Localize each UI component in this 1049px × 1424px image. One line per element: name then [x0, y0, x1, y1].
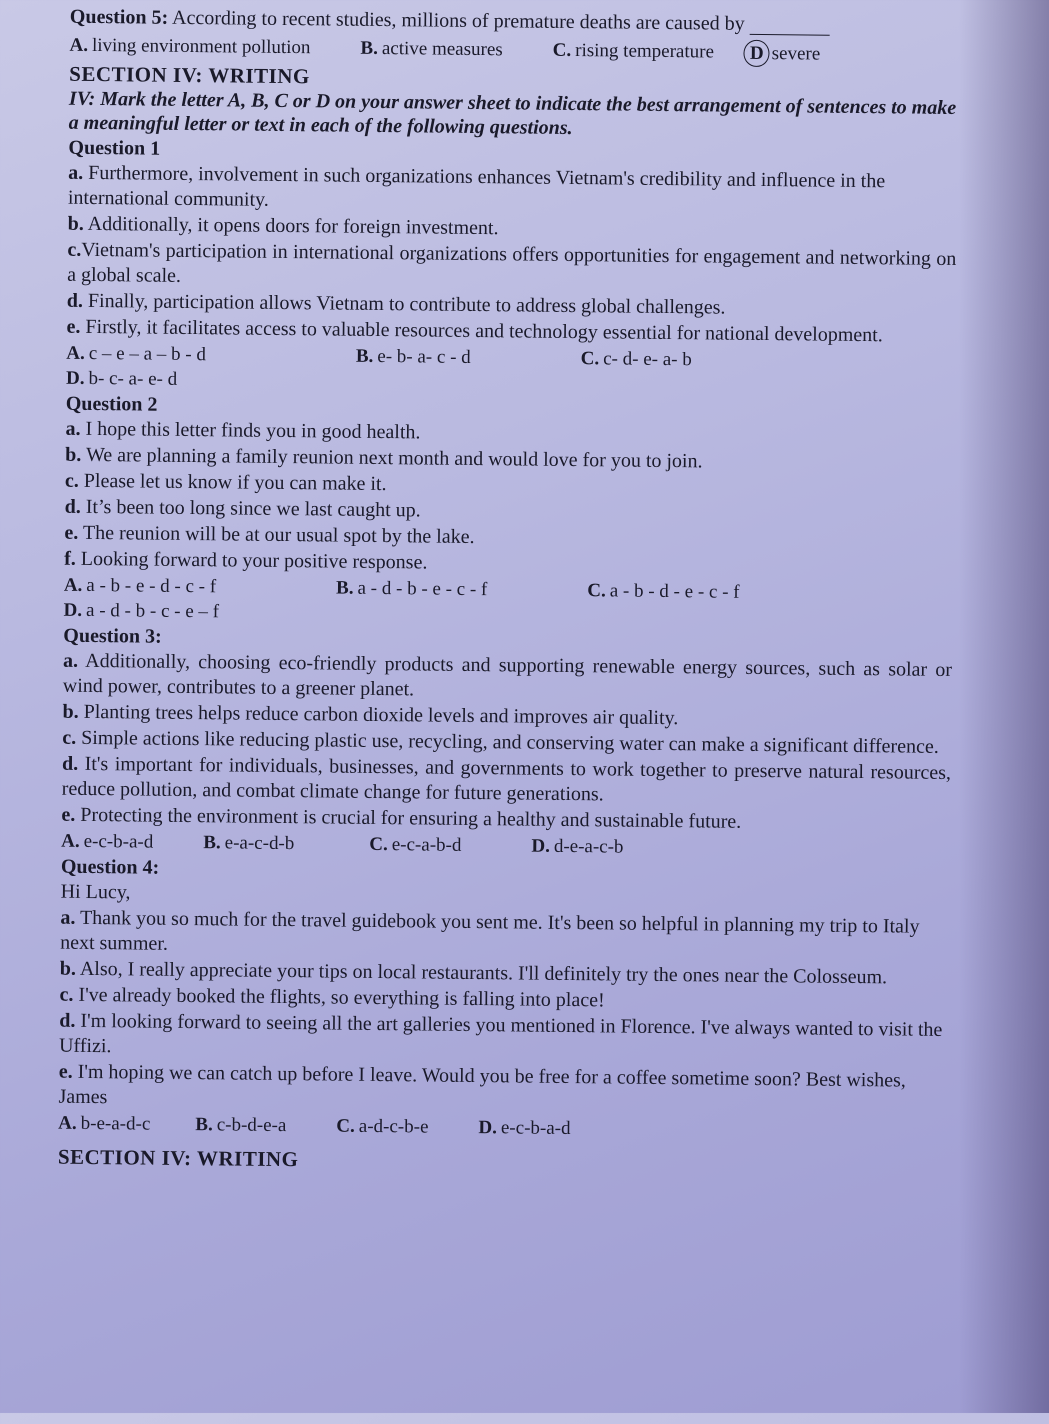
- list-item: a. I hope this letter finds you in good health.: [65, 417, 421, 444]
- question-1-items: [66, 161, 957, 349]
- q4-option-a[interactable]: A. b-e-a-d-c: [58, 1112, 151, 1135]
- list-item: e. Protecting the environment is crucial for ensuring a healthy and sustainable future.: [61, 803, 742, 833]
- q3-option-d[interactable]: D. d-e-a-c-b: [531, 835, 624, 858]
- list-item: e. Firstly, it facilitates access to valuable resources and technology essential for national development.: [66, 315, 883, 347]
- instructions: IV: Mark the letter A, B, C or D on your answer sheet to indicate the best arrangement of sentences to make a meaningful letter or text in each of the following questions.: [68, 87, 957, 140]
- q5-option-c[interactable]: C. rising temperature: [552, 39, 715, 63]
- q3-option-a[interactable]: A. e-c-b-a-d: [61, 830, 154, 853]
- question-2-options: [63, 573, 952, 632]
- list-item: c. I've already booked the flights, so everything is falling into place!: [59, 983, 605, 1012]
- list-item: b. We are planning a family reunion next month and would love for you to join.: [65, 443, 703, 473]
- q5-option-d[interactable]: D severe: [744, 40, 821, 68]
- q5-option-a[interactable]: A. living environment pollution: [69, 34, 311, 59]
- question-5: [70, 5, 959, 38]
- q2-option-d[interactable]: D. a - d - b - c - e – f: [63, 599, 220, 623]
- q1-option-d[interactable]: D. b- c- a- e- d: [65, 367, 178, 390]
- q2-option-c[interactable]: C. a - b - d - e - c - f: [587, 580, 740, 603]
- list-item: a. Furthermore, involvement in such organizations enhances Vietnam's credibility and influence in the international community.: [67, 161, 886, 211]
- list-item: a. Additionally, choosing eco-friendly products and supporting renewable energy sources, such as solar or wind power, contributes to a greener planet.: [62, 649, 953, 701]
- list-item: c.Vietnam's participation in international organizations offers opportunities for engagement and networking on a global scale.: [67, 238, 957, 287]
- q4-option-c[interactable]: C. a-d-c-b-e: [336, 1115, 429, 1138]
- letter-greeting: Hi Lucy,: [60, 880, 131, 904]
- list-item: d. Finally, participation allows Vietnam to contribute to address global challenges.: [66, 289, 726, 319]
- list-item: d. It's important for individuals, businesses, and governments to work together to preserve natural resources, reduce pollution, and combat climate change for future generations.: [61, 752, 952, 806]
- question-4-head: Question 4:: [60, 855, 160, 879]
- list-item: b. Planting trees helps reduce carbon dioxide levels and improves air quality.: [62, 700, 679, 730]
- question-3-items: [61, 649, 952, 837]
- list-item: c. Please let us know if you can make it.: [64, 469, 387, 496]
- q3-option-c[interactable]: C. e-c-a-b-d: [369, 833, 462, 856]
- section-heading: SECTION IV: WRITING: [69, 61, 310, 89]
- list-item: b. Additionally, it opens doors for foreign investment.: [67, 212, 499, 240]
- question-1-head: Question 1: [68, 136, 161, 160]
- q1-option-c[interactable]: C. c- d- e- a- b: [580, 348, 692, 371]
- list-item: a. Thank you so much for the travel guidebook you sent me. It's been so helpful in planning my trip to Italy next summer.: [60, 906, 920, 955]
- list-item: e. I'm hoping we can catch up before I leave. Would you be free for a coffee sometime soon? Best wishes, James: [58, 1060, 906, 1109]
- q1-option-a[interactable]: A. c – e – a – b - d: [66, 342, 207, 366]
- circled-answer: D: [744, 40, 770, 67]
- list-item: d. I'm looking forward to seeing all the art galleries you mentioned in Florence. I've always wanted to visit the Uffizi.: [58, 1009, 943, 1058]
- question-3-head: Question 3:: [63, 624, 162, 648]
- q5-option-b[interactable]: B. active measures: [360, 37, 503, 61]
- question-5-stem: According to recent studies, millions of premature deaths are caused by: [171, 6, 745, 35]
- q1-option-b[interactable]: B. e- b- a- c - d: [355, 345, 471, 368]
- q3-option-b[interactable]: B. e-a-c-d-b: [203, 832, 295, 855]
- list-item: d. It’s been too long since we last caught up.: [64, 495, 421, 522]
- q4-option-b[interactable]: B. c-b-d-e-a: [195, 1114, 287, 1137]
- question-2-items: [64, 417, 955, 581]
- q4-option-d[interactable]: D. e-c-b-a-d: [478, 1117, 571, 1140]
- question-1-options: [66, 341, 955, 400]
- list-item: b. Also, I really appreciate your tips on local restaurants. I'll definitely try the ones near the Colosseum.: [59, 957, 888, 989]
- question-2-head: Question 2: [65, 392, 158, 416]
- q2-option-b[interactable]: B. a - d - b - e - c - f: [336, 577, 488, 601]
- question-5-head: Question 5:: [69, 5, 169, 29]
- list-item: e. The reunion will be at our usual spot by the lake.: [64, 521, 475, 548]
- list-item: c. Simple actions like reducing plastic use, recycling, and conserving water can make a significant difference.: [62, 726, 939, 758]
- q2-option-a[interactable]: A. a - b - e - d - c - f: [63, 574, 217, 598]
- list-item: f. Looking forward to your positive response.: [64, 547, 428, 574]
- section-heading-bottom: SECTION IV: WRITING: [57, 1144, 299, 1172]
- answer-blank: [750, 16, 830, 36]
- question-4-items: [58, 906, 949, 1119]
